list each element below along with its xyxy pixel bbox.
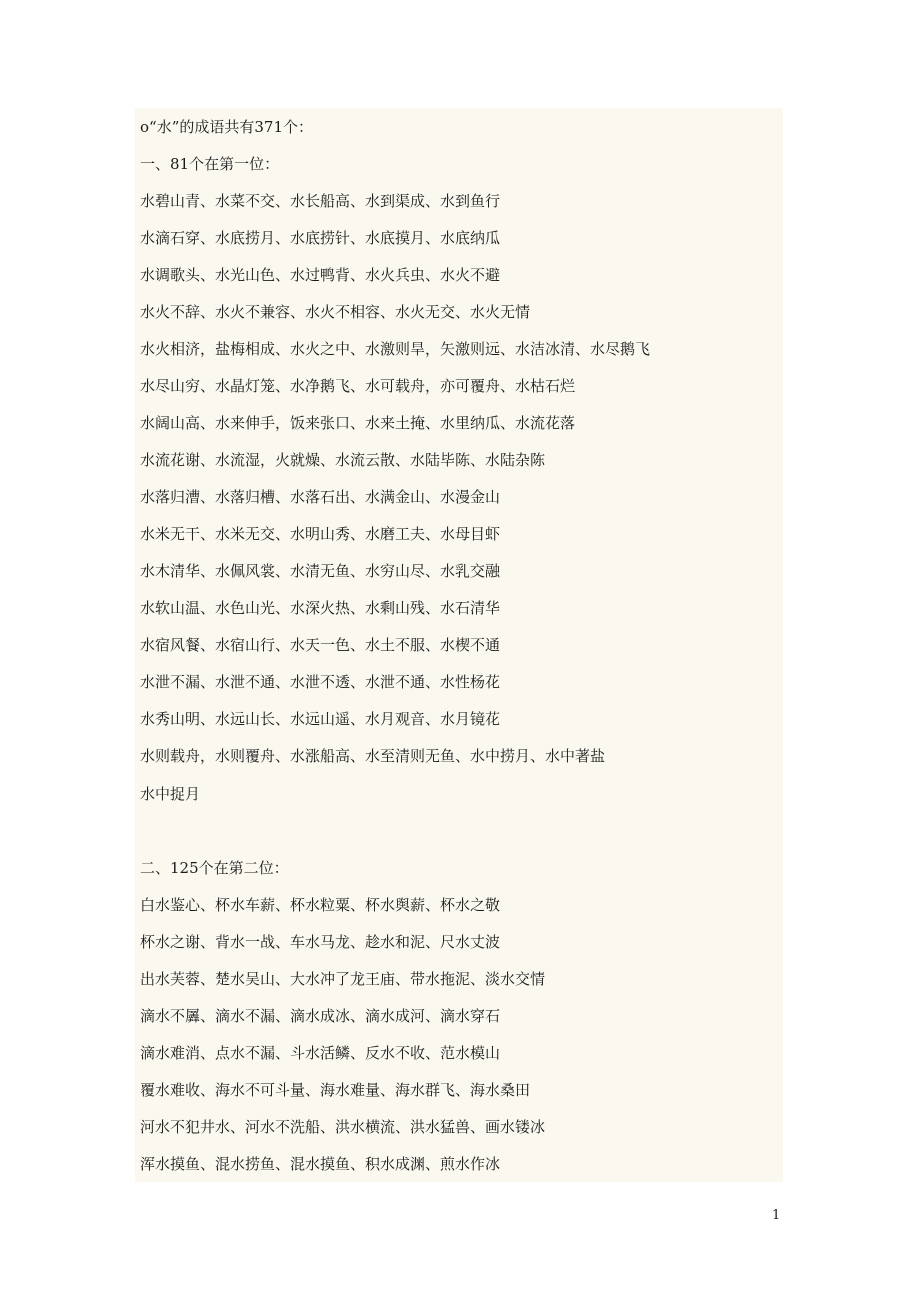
idiom-line: 出水芙蓉、楚水吴山、大水冲了龙王庙、带水拖泥、淡水交情 [140, 970, 546, 988]
idiom-line: 滴水不羼、滴水不漏、滴水成冰、滴水成河、滴水穿石 [140, 1007, 501, 1025]
idiom-line: 水秀山明、水远山长、水远山遥、水月观音、水月镜花 [140, 710, 501, 728]
idiom-line: 浑水摸鱼、混水捞鱼、混水摸鱼、积水成渊、煎水作冰 [140, 1155, 501, 1173]
idiom-line: 水尽山穷、水晶灯笼、水净鹅飞、水可载舟，亦可覆舟、水枯石烂 [140, 377, 576, 395]
idiom-line: 水落归漕、水落归槽、水落石出、水满金山、水漫金山 [140, 488, 501, 506]
page-number: 1 [772, 1208, 781, 1223]
idiom-line: 覆水难收、海水不可斗量、海水难量、海水群飞、海水桑田 [140, 1081, 531, 1099]
idiom-line: 水软山温、水色山光、水深火热、水剩山残、水石清华 [140, 599, 501, 617]
idiom-line: 水火不辞、水火不兼容、水火不相容、水火无交、水火无情 [140, 303, 531, 321]
document-body [135, 108, 783, 1182]
idiom-line: 滴水难消、点水不漏、斗水活鳞、反水不收、范水模山 [140, 1044, 501, 1062]
idiom-line: 水宿风餐、水宿山行、水天一色、水土不服、水楔不通 [140, 636, 501, 654]
idiom-line: 水则载舟，水则覆舟、水涨船高、水至清则无鱼、水中捞月、水中著盐 [140, 747, 606, 765]
section-1-heading: 一、81个在第一位： [140, 155, 280, 173]
idiom-line: 水调歌头、水光山色、水过鸭背、水火兵虫、水火不避 [140, 266, 501, 284]
idiom-line: 水流花谢、水流湿，火就燥、水流云散、水陆毕陈、水陆杂陈 [140, 451, 546, 469]
idiom-line: 水中捉月 [140, 785, 201, 803]
idiom-line: 河水不犯井水、河水不洗船、洪水横流、洪水猛兽、画水镂冰 [140, 1118, 546, 1136]
idiom-line: 水泄不漏、水泄不通、水泄不透、水泄不通、水性杨花 [140, 673, 501, 691]
idiom-line: 水滴石穿、水底捞月、水底捞针、水底摸月、水底纳瓜 [140, 229, 501, 247]
idiom-line: 水碧山青、水菜不交、水长船高、水到渠成、水到鱼行 [140, 192, 501, 210]
idiom-line: 水米无干、水米无交、水明山秀、水磨工夫、水母目虾 [140, 525, 501, 543]
idiom-line: 杯水之谢、背水一战、车水马龙、趁水和泥、尺水丈波 [140, 933, 501, 951]
idiom-line: 水火相济，盐梅相成、水火之中、水激则旱，矢激则远、水洁冰清、水尽鹅飞 [140, 340, 651, 358]
idiom-line: 水木清华、水佩风裳、水清无鱼、水穷山尽、水乳交融 [140, 562, 501, 580]
section-2-heading: 二、125个在第二位： [140, 859, 289, 877]
idiom-line: 白水鉴心、杯水车薪、杯水粒粟、杯水舆薪、杯水之敬 [140, 896, 501, 914]
document-title: o“水”的成语共有371个： [140, 118, 313, 136]
idiom-line: 水阔山高、水来伸手，饭来张口、水来土掩、水里纳瓜、水流花落 [140, 414, 576, 432]
